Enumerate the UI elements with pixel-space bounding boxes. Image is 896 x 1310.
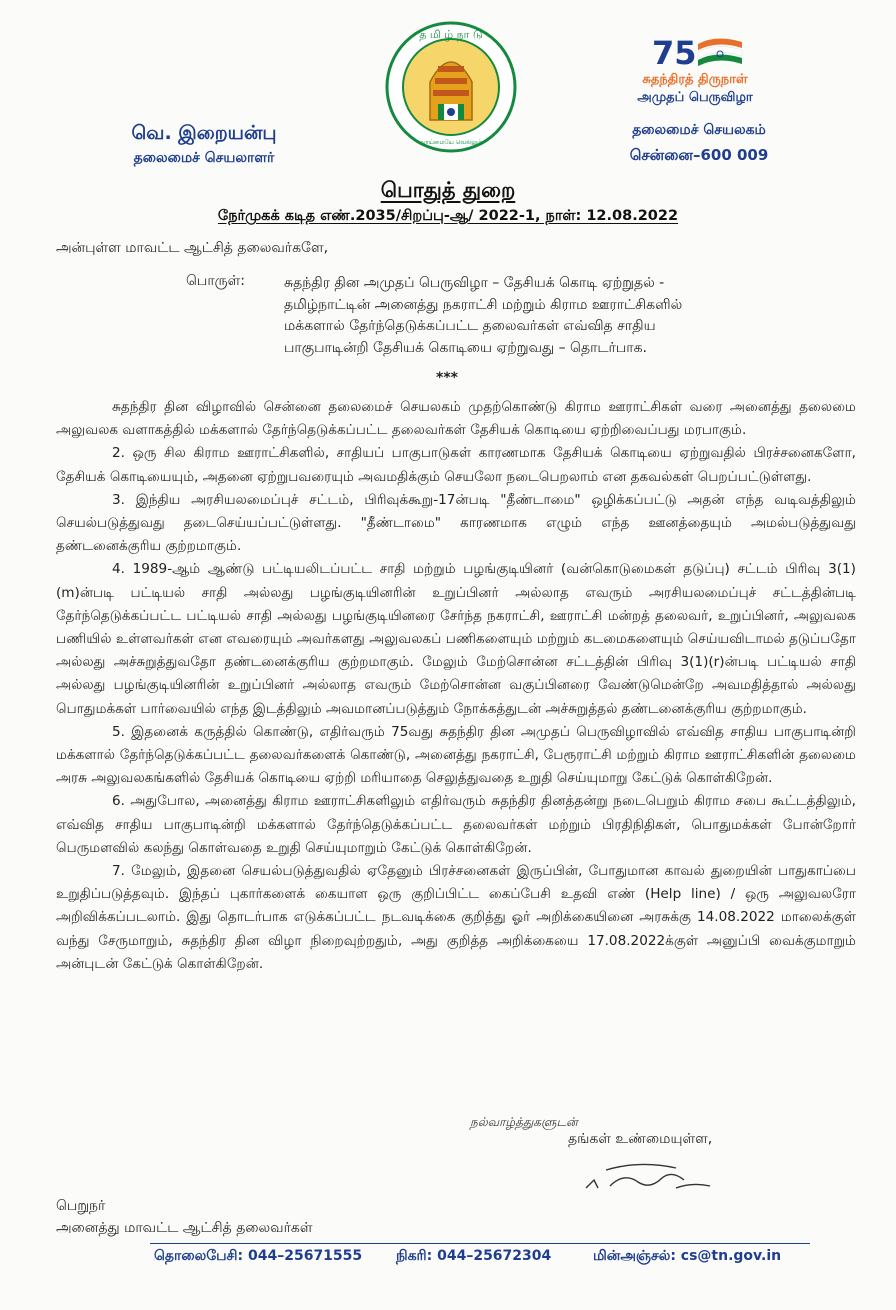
recipient-label: பெறுநர் <box>56 1198 106 1214</box>
subject-text: சுதந்திர தின அமுதப் பெருவிழா – தேசியக் கொடி ஏற்றுதல் - தமிழ்நாட்டின் அனைத்து நகராட்சி மற்றும் கிராம ஊராட்சிகளில் மக்களால் தேர்ந்தெடுக்கப்பட்ட தலைவர்கள் எவ்வித சாதிய பாகுபாடின்றி தேசியக் கொடியை ஏற்றுவது – தொடர்பாக. <box>284 275 683 356</box>
footer-phone: தொலைபேசி: 044–25671555 <box>154 1248 363 1264</box>
footer-fax: நிகரி: 044–25672304 <box>396 1248 552 1264</box>
office-name: தலைமைச் செயலகம் <box>632 122 766 138</box>
subject-separator: *** <box>436 370 458 386</box>
paragraph-3: 3. இந்திய அரசியலமைப்புச் சட்டம், பிரிவுக்கூறு-17ன்படி "தீண்டாமை" ஒழிக்கப்பட்டு அதன் எந்த வடிவத்திலும் செயல்படுத்துவது தடைசெய்யப்பட்டுள்ளது. "தீண்டாமை" காரணமாக எழும் எந்த ஊனத்தையும் அமல்படுத்துவது தண்டனைக்குரிய குற்றமாகும். <box>56 491 856 555</box>
logo-caption-line2: அமுதப் பெருவிழா <box>637 90 753 105</box>
handwritten-greeting: நல்வாழ்த்துகளுடன் <box>470 1115 578 1129</box>
paragraph-2: 2. ஒரு சில கிராம ஊராட்சிகளில், சாதியப் பாகுபாடுகள் காரணமாக தேசியக் கொடியை ஏற்றுவதில் பிரச்சனைகளோ, தேசியக் கொடியையும், அதனை ஏற்றுபவரையும் அவமதிக்கும் செயலோ நடைபெறலாம் என தகவல்கள் பெறப்பட்டுள்ளது. <box>56 445 856 485</box>
salutation: அன்புள்ள மாவட்ட ஆட்சித் தலைவர்களே, <box>56 240 329 256</box>
sender-name: வெ. இறையன்பு <box>131 122 277 144</box>
logo-caption-line1: சுதந்திரத் திருநாள் <box>642 72 748 87</box>
paragraph-1: சுதந்திர தின விழாவில் சென்னை தலைமைச் செயலகம் முதற்கொண்டு கிராம ஊராட்சிகள் வரை அனைத்து தலைமை அலுவலக வளாகத்தில் மக்களால் தேர்ந்தெடுக்கப்பட்ட தலைவர்கள் தேசியக் கொடியை ஏற்றிவைப்பது மரபாகும். <box>56 399 856 439</box>
recipient-text: அனைத்து மாவட்ட ஆட்சித் தலைவர்கள் <box>56 1220 313 1236</box>
svg-text:வாய்மையே வெல்லும்: வாய்மையே வெல்லும் <box>419 139 483 146</box>
paragraph-6: 6. அதுபோல, அனைத்து கிராம ஊராட்சிகளிலும் எதிர்வரும் சுதந்திர தினத்தன்று நடைபெறும் கிராம சபை கூட்டத்திலும், எவ்வித சாதிய பாகுபாடின்றி மக்களால் தேர்ந்தெடுக்கப்பட்ட தலைவர்கள் மற்றும் பிரதிநிதிகள், பொதுமக்கள் போன்றோர் பெருமளவில் கலந்து கொள்வதை உறுதி செய்யுமாறும் கேட்டுக் கொள்கிறேன். <box>56 793 856 856</box>
tamil-nadu-emblem-icon <box>384 20 518 154</box>
paragraph-5: 5. இதனைக் கருத்தில் கொண்டு, எதிர்வரும் 75வது சுதந்திர தின அமுதப் பெருவிழாவில் எவ்வித சாதிய பாகுபாடின்றி மக்களால் தேர்ந்தெடுக்கப்பட்ட தலைவர்களைக் கொண்டு, அனைத்து நகராட்சி, பேரூராட்சி மற்றும் கிராம ஊராட்சிகளின் தலைமை அரசு அலுவலகங்களில் தேசியக் கொடியை ஏற்றி மரியாதை செலுத்துவதை உறுதி செய்யுமாறு கேட்டுக் கொள்கிறேன். <box>56 723 856 787</box>
footer-email[interactable]: மின்அஞ்சல்: cs@tn.gov.in <box>593 1248 782 1264</box>
signature-icon <box>580 1158 720 1198</box>
reference-line: நேர்முகக் கடித எண்.2035/சிறப்பு-ஆ/ 2022-1, நாள்: 12.08.2022 <box>217 208 679 224</box>
office-city: சென்னை–600 009 <box>629 146 769 164</box>
svg-text:த மி ழ் நா டு: த மி ழ் நா டு <box>419 28 483 41</box>
svg-text:75: 75 <box>652 34 697 72</box>
sender-title: தலைமைச் செயலாளர் <box>133 150 275 166</box>
subject-label: பொருள்: <box>186 273 245 289</box>
paragraph-7: 7. மேலும், இதனை செயல்படுத்துவதில் ஏதேனும் பிரச்சனைகள் இருப்பின், போதுமான காவல் துறையின் பாதுகாப்பை உறுதிப்படுத்தவும். இந்தப் புகார்களைக் கையாள ஒரு குறிப்பிட்ட கைப்பேசி உதவி எண் (Help line) / ஒரு அலுவலரோ அறிவிக்கப்படலாம். இது தொடர்பாக எடுக்கப்பட்ட நடவடிக்கை குறித்து ஓர் அறிக்கையினை அரசுக்கு 14.08.2022 மாலைக்குள் வந்து சேருமாறும், சுதந்திர தின விழா நிறைவுற்றதும், அது குறித்த அறிக்கையை 17.08.2022க்குள் அனுப்பி வைக்குமாறும் அன்புடன் கேட்டுக் கொள்கிறேன். <box>56 863 856 972</box>
signoff: தங்கள் உண்மையுள்ள, <box>568 1131 713 1147</box>
paragraph-4: 4. 1989-ஆம் ஆண்டு பட்டியலிடப்பட்ட சாதி மற்றும் பழங்குடியினர் (வன்கொடுமைகள் தடுப்பு) சட்டம் பிரிவு 3(1)(m)ன்படி பட்டியல் சாதி அல்லது பழங்குடியினரின் உறுப்பினர் அல்லாத எவரும் அரசியலமைப்புச் சட்டத்தின்படி தேர்ந்தெடுக்கப்பட்ட பட்டியல் சாதி அல்லது பழங்குடியினரை சேர்ந்த நகராட்சி, ஊராட்சி மன்றத் தலைவர், உறுப்பினர், அலுவலக பணியில் உள்ளவர்கள் என எவரையும் அவர்களது அலுவலகப் பணிகளையும் மற்றும் கடமைகளையும் செய்யவிடாமல் தடுப்பதோ அல்லது அச்சுறுத்துவதோ தண்டனைக்குரிய குற்றமாகும். மேலும் மேற்சொன்ன சட்டத்தின் பிரிவு 3(1)(r)ன்படி பட்டியல் சாதி அல்லது பழங்குடியினரின் உறுப்பினர் அல்லாத எவரும் மேற்சொன்ன வகுப்பினரை வேண்டுமென்றே அவமதித்தால் அல்லது பொதுமக்கள் பார்வையில் எந்த இடத்திலும் அவமானப்படுத்தும் நோக்கத்துடன் அச்சுறுத்தல் தண்டனைக்குரிய குற்றமாகும். <box>56 561 856 717</box>
department-title: பொதுத் துறை <box>380 178 516 202</box>
footer-divider <box>150 1243 810 1244</box>
letter-body <box>56 396 856 976</box>
